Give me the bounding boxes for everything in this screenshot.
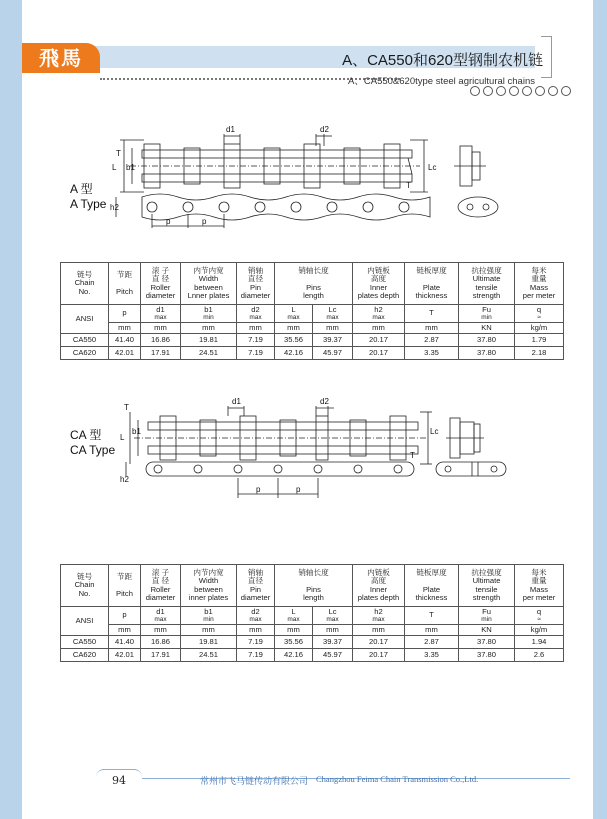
dim-d1: d1 — [226, 125, 235, 134]
sym-q — [515, 607, 564, 625]
end-view-bar — [436, 462, 506, 476]
table-cell: 39.37 — [313, 636, 353, 649]
header-chain: 链号 Chain No. — [61, 263, 109, 305]
table-cell: 19.81 — [181, 334, 237, 347]
sym-d2 — [237, 305, 275, 323]
table-cell: 7.19 — [237, 649, 275, 662]
page-subtitle: A、CA550&620type steel agricultural chains — [348, 76, 535, 87]
circle-icon — [509, 86, 519, 96]
table-cell: 35.56 — [275, 636, 313, 649]
table-cell: 42.16 — [275, 649, 313, 662]
unit-cell: kg/m — [515, 323, 564, 334]
dim-lc: Lc — [430, 427, 439, 436]
header-bracket — [541, 36, 552, 78]
table-cell: CA550 — [61, 636, 109, 649]
table-cell: 3.35 — [405, 347, 459, 360]
unit-cell: KN — [459, 625, 515, 636]
sym-l-text: L — [291, 305, 296, 314]
units-row — [61, 323, 564, 334]
outer-plate-top — [142, 150, 412, 158]
decorative-circles — [470, 86, 571, 96]
unit-cell: KN — [459, 323, 515, 334]
table-cell: 2.87 — [405, 334, 459, 347]
sym-l-sub: max — [287, 313, 300, 321]
table-cell: 16.86 — [141, 636, 181, 649]
unit-cell: mm — [181, 625, 237, 636]
dim-b1: b1 — [132, 427, 141, 436]
sym-h2-text: h2 — [374, 305, 383, 314]
page-number: 94 — [96, 769, 142, 792]
table-cell: 19.81 — [181, 636, 237, 649]
table-cell: 37.80 — [459, 347, 515, 360]
table-row — [61, 636, 564, 649]
dim-d2: d2 — [320, 397, 329, 406]
dim-p-2: p — [296, 485, 301, 494]
table-cell: 1.94 — [515, 636, 564, 649]
table-cell: CA620 — [61, 649, 109, 662]
unit-cell: mm — [109, 625, 141, 636]
header-tensile: 抗拉强度 Ultimate tensile strength — [459, 263, 515, 305]
table-cell: 17.91 — [141, 649, 181, 662]
sym-fu-sub: min — [481, 615, 492, 623]
header-mass: 每米 重量 Mass per meter — [515, 565, 564, 607]
table-cell: 35.56 — [275, 334, 313, 347]
dim-h2: h2 — [110, 203, 119, 212]
sym-h2 — [353, 305, 405, 323]
sym-fu-text: Fu — [482, 305, 491, 314]
header-mass: 每米 重量 Mass per meter — [515, 263, 564, 305]
footer-company-cn: 常州市飞马链传动有限公司 — [200, 777, 309, 787]
sym-d2-sub: max — [249, 615, 262, 623]
sym-b1 — [181, 607, 237, 625]
circle-icon — [522, 86, 532, 96]
sym-b1-text: b1 — [204, 607, 213, 616]
figure-a-drawing — [110, 122, 530, 232]
figure-a-label-cn: A 型 — [70, 182, 93, 196]
table-cell: 2.87 — [405, 636, 459, 649]
spec-table-ca — [60, 564, 564, 662]
sym-q-sub: ≈ — [537, 313, 541, 321]
dim-h2: h2 — [120, 475, 129, 484]
header-width-sub: Lnner plates — [187, 291, 230, 300]
circle-icon — [483, 86, 493, 96]
sym-q — [515, 305, 564, 323]
outer-plate-bottom — [142, 174, 412, 182]
unit-cell: mm — [313, 625, 353, 636]
sym-d2-sub: max — [249, 313, 262, 321]
sym-p: p — [109, 607, 141, 625]
figure-ca-label-en: CA Type — [70, 443, 116, 457]
circle-icon — [548, 86, 558, 96]
outer-plate-top — [148, 422, 418, 430]
header-pitch: 节距 Pitch — [109, 565, 141, 607]
header-width: 内节内宽 Width between Lnner plates — [181, 263, 237, 305]
header-ansi: ANSI — [61, 305, 109, 334]
dim-p-1: p — [166, 217, 171, 226]
sym-h2 — [353, 607, 405, 625]
table-cell: 42.16 — [275, 347, 313, 360]
sym-lc — [313, 607, 353, 625]
side-view-plates — [142, 194, 430, 220]
table-cell: 24.51 — [181, 347, 237, 360]
unit-cell: mm — [275, 323, 313, 334]
sym-p: p — [109, 305, 141, 323]
table-cell: 20.17 — [353, 636, 405, 649]
sym-t: T — [405, 607, 459, 625]
circle-icon — [535, 86, 545, 96]
header-inner: 内链板 高度 Inner plates depth — [353, 565, 405, 607]
sym-l — [275, 607, 313, 625]
brand-logo: 飛馬 — [22, 43, 100, 73]
figure-ca-label — [70, 428, 115, 458]
side-view-bar — [146, 462, 414, 476]
header-tensile: 抗拉强度 Ultimate tensile strength — [459, 565, 515, 607]
unit-cell: mm — [313, 323, 353, 334]
header-plate: 链板厚度 Plate thickness — [405, 263, 459, 305]
sym-lc-sub: max — [326, 313, 339, 321]
dim-d2: d2 — [320, 125, 329, 134]
table-row — [61, 347, 564, 360]
dim-l: L — [120, 433, 125, 442]
dim-b1: b1 — [126, 163, 135, 172]
circle-icon — [470, 86, 480, 96]
dim-t: T — [124, 403, 129, 412]
table-cell: 41.40 — [109, 636, 141, 649]
dim-t-right: T — [410, 451, 415, 460]
sym-fu-text: Fu — [482, 607, 491, 616]
dim-l: L — [112, 163, 117, 172]
table-cell: 41.40 — [109, 334, 141, 347]
sym-d1-sub: max — [154, 313, 167, 321]
sym-d1-sub: max — [154, 615, 167, 623]
sym-l — [275, 305, 313, 323]
sym-q-text: q — [536, 305, 542, 314]
header-pitch: 节距 Pitch — [109, 263, 141, 305]
header-pin: 销轴 直径 Pin diameter — [237, 263, 275, 305]
table-cell: CA620 — [61, 347, 109, 360]
table-row — [61, 334, 564, 347]
sym-b1-sub: min — [203, 313, 214, 321]
table-cell: 20.17 — [353, 334, 405, 347]
table-cell: 39.37 — [313, 334, 353, 347]
table-cell: 37.80 — [459, 334, 515, 347]
sym-l-sub: max — [287, 615, 300, 623]
unit-cell: mm — [405, 323, 459, 334]
unit-cell: mm — [141, 625, 181, 636]
table-cell: 7.19 — [237, 334, 275, 347]
sym-h2-text: h2 — [374, 607, 383, 616]
dim-p-1: p — [256, 485, 261, 494]
circle-icon — [561, 86, 571, 96]
sym-d1-text: d1 — [156, 305, 165, 314]
circle-icon — [496, 86, 506, 96]
units-row — [61, 625, 564, 636]
unit-cell: mm — [237, 625, 275, 636]
dim-p-2: p — [202, 217, 207, 226]
header-ansi: ANSI — [61, 607, 109, 636]
table-cell: 3.35 — [405, 649, 459, 662]
header-roller: 滚 子 直 径 Roller diameter — [141, 263, 181, 305]
table-cell: 20.17 — [353, 347, 405, 360]
sym-lc-text: Lc — [328, 607, 337, 616]
sym-fu-sub: min — [481, 313, 492, 321]
table-cell: 42.01 — [109, 649, 141, 662]
header-roller: 滚 子 直 径 Roller diameter — [141, 565, 181, 607]
dim-t: T — [116, 149, 121, 158]
page-title: A、CA550和620型钢制农机链 — [342, 52, 543, 69]
sym-d1 — [141, 305, 181, 323]
table-row — [61, 649, 564, 662]
table-cell: 2.18 — [515, 347, 564, 360]
header-inner: 内链板 高度 Inner plates depth — [353, 263, 405, 305]
unit-cell: mm — [353, 323, 405, 334]
sym-lc-text: Lc — [328, 305, 337, 314]
figure-a-label-en: A Type — [70, 197, 107, 211]
table-cell: 45.97 — [313, 649, 353, 662]
sym-lc — [313, 305, 353, 323]
left-margin-bar — [0, 0, 22, 819]
sym-h2-sub: max — [372, 313, 385, 321]
sym-d2-text: d2 — [251, 305, 260, 314]
sym-fu — [459, 305, 515, 323]
sym-b1-text: b1 — [204, 305, 213, 314]
right-margin-bar — [593, 0, 607, 819]
outer-plate-bottom — [148, 446, 418, 454]
header-width-sub: inner plates — [188, 593, 229, 602]
unit-cell: mm — [109, 323, 141, 334]
sym-t: T — [405, 305, 459, 323]
end-view-link — [458, 197, 498, 217]
header-pins: 销轴长度 Pins length — [275, 565, 353, 607]
dim-d1: d1 — [232, 397, 241, 406]
table-cell: 2.6 — [515, 649, 564, 662]
sym-fu — [459, 607, 515, 625]
sym-lc-sub: max — [326, 615, 339, 623]
header-width: 内节内宽 Width between inner plates — [181, 565, 237, 607]
header-pins: 销轴长度 Pins length — [275, 263, 353, 305]
table-cell: 37.80 — [459, 636, 515, 649]
table-cell: 24.51 — [181, 649, 237, 662]
table-cell: 7.19 — [237, 636, 275, 649]
dim-lc: Lc — [428, 163, 437, 172]
sym-d1-text: d1 — [156, 607, 165, 616]
sym-d1 — [141, 607, 181, 625]
sym-b1 — [181, 305, 237, 323]
table-cell: 16.86 — [141, 334, 181, 347]
footer-company-en: Changzhou Feima Chain Transmission Co.,Ltd. — [316, 774, 479, 784]
table-cell: 20.17 — [353, 649, 405, 662]
table-cell: CA550 — [61, 334, 109, 347]
sym-q-text: q — [536, 607, 542, 616]
sym-h2-sub: max — [372, 615, 385, 623]
sym-q-sub: ≈ — [537, 615, 541, 623]
figure-ca-drawing — [120, 394, 530, 506]
table-cell: 45.97 — [313, 347, 353, 360]
table-cell: 37.80 — [459, 649, 515, 662]
unit-cell: kg/m — [515, 625, 564, 636]
unit-cell: mm — [405, 625, 459, 636]
unit-cell: mm — [237, 323, 275, 334]
header-plate: 链板厚度 Plate thickness — [405, 565, 459, 607]
sym-d2 — [237, 607, 275, 625]
dim-t-right: T — [406, 181, 411, 190]
unit-cell: mm — [141, 323, 181, 334]
spec-table-a — [60, 262, 564, 360]
figure-ca-label-cn: CA 型 — [70, 428, 102, 442]
table-cell: 7.19 — [237, 347, 275, 360]
unit-cell: mm — [353, 625, 405, 636]
table-cell: 1.79 — [515, 334, 564, 347]
sym-b1-sub: min — [203, 615, 214, 623]
header-pin: 销轴 直径 Pin diameter — [237, 565, 275, 607]
sym-l-text: L — [291, 607, 296, 616]
unit-cell: mm — [275, 625, 313, 636]
header-chain: 链号 Chain No. — [61, 565, 109, 607]
table-cell: 42.01 — [109, 347, 141, 360]
figure-a-label — [70, 182, 106, 212]
sym-d2-text: d2 — [251, 607, 260, 616]
table-cell: 17.91 — [141, 347, 181, 360]
unit-cell: mm — [181, 323, 237, 334]
